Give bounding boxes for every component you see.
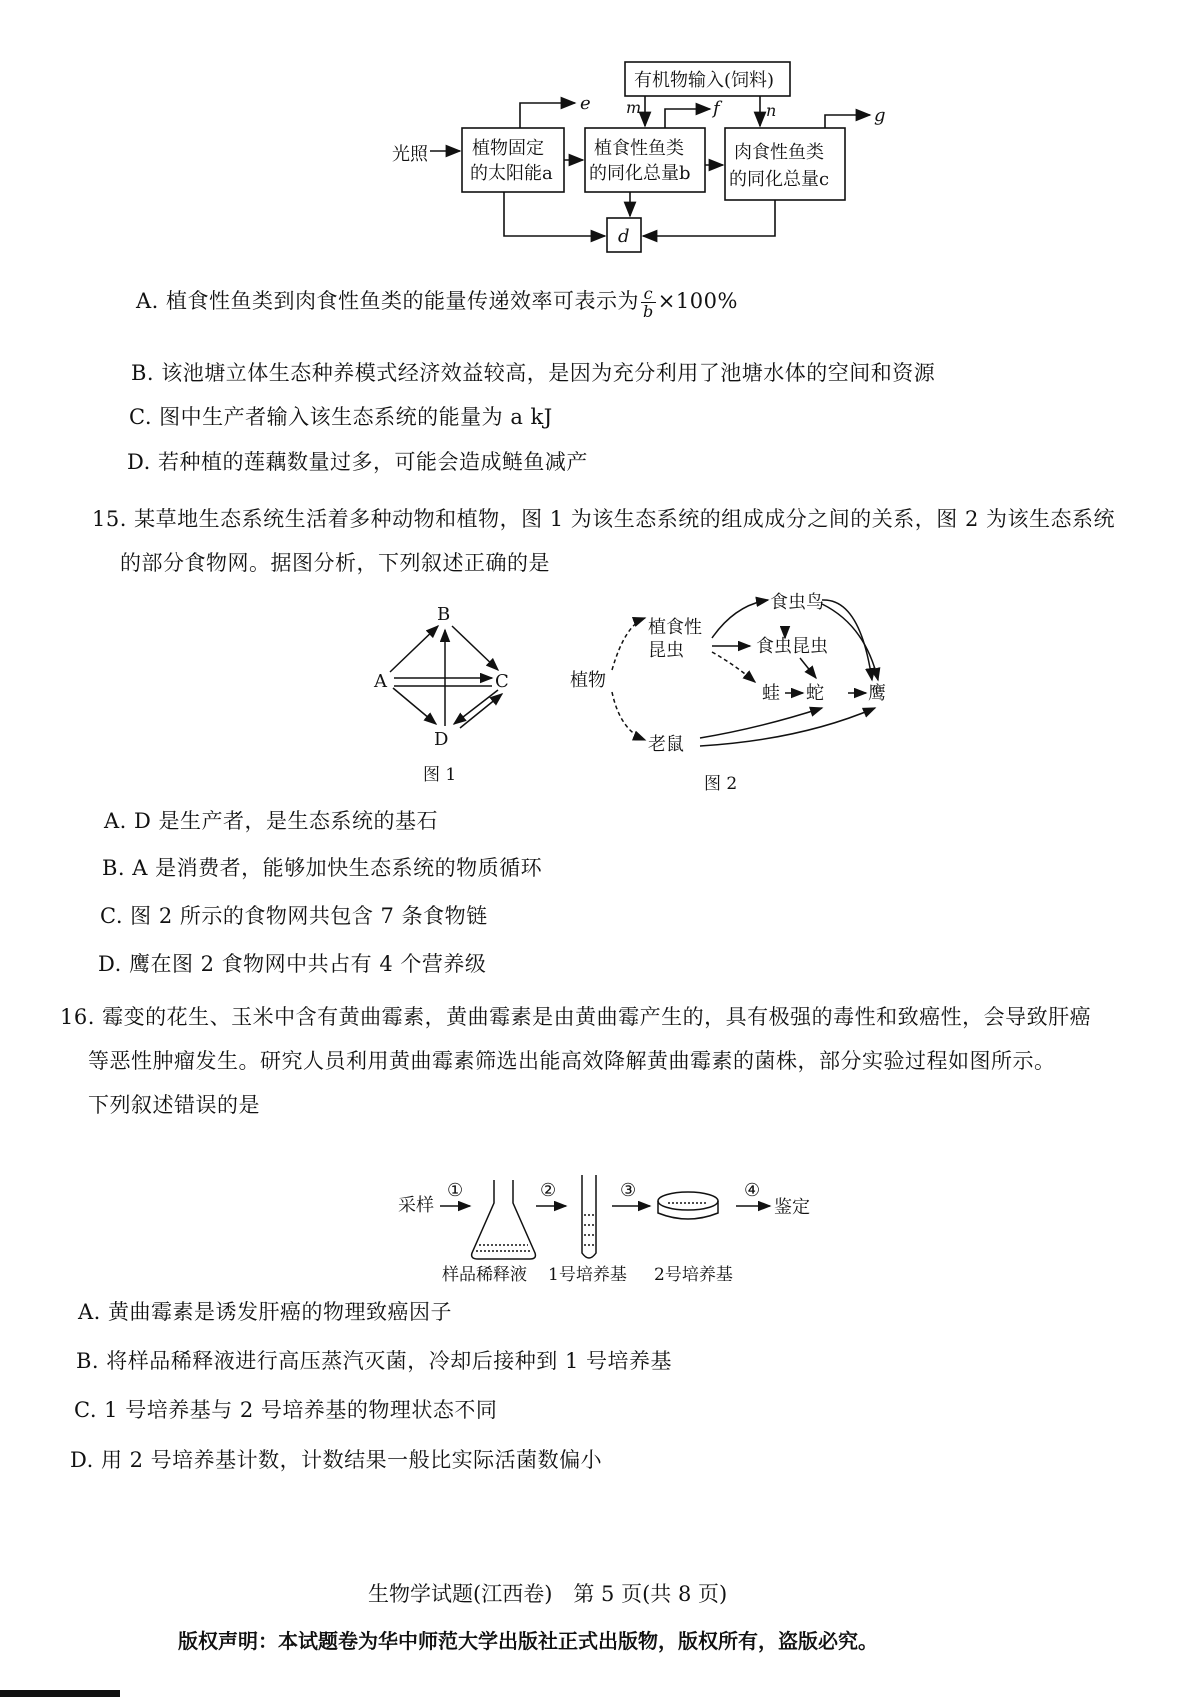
q16-stem: [60, 995, 1091, 1127]
q15-option-b: B. A 是消费者，能够加快生态系统的物质循环: [102, 856, 543, 880]
q16-option-a: A. 黄曲霉素是诱发肝癌的物理致癌因子: [78, 1300, 453, 1324]
fig2-herb-insect-line1: 植食性: [648, 617, 702, 638]
flow-identify: 鉴定: [774, 1197, 810, 1218]
fig2-frog: 蛙: [762, 683, 780, 704]
fig1-node-a: A: [374, 671, 387, 692]
plant-box-line1: 植物固定: [472, 138, 544, 159]
fraction-numerator: c: [641, 285, 656, 303]
q14-option-a: [136, 285, 738, 320]
flow-step-2: ②: [540, 1180, 557, 1201]
fig2-hawk: 鹰: [868, 683, 886, 704]
fig1-node-d: D: [434, 729, 449, 750]
fig2-plant: 植物: [570, 670, 606, 691]
efficiency-fraction: [641, 285, 656, 320]
q15-option-c: C. 图 2 所示的食物网共包含 7 条食物链: [100, 904, 488, 928]
fig2-insect-bird: 食虫鸟: [770, 592, 824, 613]
herb-box-line1: 植食性鱼类: [594, 138, 684, 159]
copyright-notice: 版权声明：本试题卷为华中师范大学出版社正式出版物，版权所有，盗版必究。: [178, 1629, 878, 1653]
test-tube-icon: [582, 1175, 596, 1258]
q15-stem: [92, 497, 1115, 585]
flow-label-dish: 2号培养基: [654, 1265, 733, 1285]
m-label: m: [626, 98, 642, 117]
q15-stem-line2: 的部分食物网。据图分析，下列叙述正确的是: [120, 551, 550, 575]
q16-option-c: C. 1 号培养基与 2 号培养基的物理状态不同: [74, 1398, 498, 1422]
q16-option-b: B. 将样品稀释液进行高压蒸汽灭菌，冷却后接种到 1 号培养基: [76, 1349, 672, 1373]
energy-flow-diagram: [0, 0, 1200, 270]
d-box-label: d: [618, 226, 630, 247]
q15-stem-line1: 15. 某草地生态系统生活着多种动物和植物，图 1 为该生态系统的组成成分之间的关系，图 2 为该生态系统: [92, 507, 1115, 531]
n-label: n: [766, 101, 777, 120]
flask-icon: [472, 1180, 536, 1259]
fig2-caption: 图 2: [704, 774, 738, 794]
q15-option-a: A. D 是生产者，是生态系统的基石: [104, 809, 439, 833]
petri-dish-icon: [658, 1192, 718, 1219]
flow-step-4: ④: [744, 1180, 761, 1201]
carn-box-line1: 肉食性鱼类: [734, 142, 824, 163]
fig1-node-b: B: [437, 604, 451, 625]
q16-stem-line2: 等恶性肿瘤发生。研究人员利用黄曲霉素筛选出能高效降解黄曲霉素的菌株，部分实验过程如图所示。: [88, 1049, 1056, 1073]
q14-option-b: B. 该池塘立体生态种养模式经济效益较高，是因为充分利用了池塘水体的空间和资源: [131, 361, 936, 385]
fig2-snake: 蛇: [806, 683, 824, 704]
flow-label-tube: 1号培养基: [548, 1265, 627, 1285]
q14-option-a-suffix: ×100%: [657, 289, 738, 313]
q16-flow-figure: [0, 1175, 1200, 1285]
q14-option-c: C. 图中生产者输入该生态系统的能量为 a kJ: [129, 405, 553, 429]
fig2-insect-eater: 食虫昆虫: [756, 636, 828, 657]
q14-option-d: D. 若种植的莲藕数量过多，可能会造成鲢鱼减产: [127, 450, 588, 474]
carn-box-line2: 的同化总量c: [729, 169, 830, 190]
q16-stem-line1: 16. 霉变的花生、玉米中含有黄曲霉素，黄曲霉素是由黄曲霉产生的，具有极强的毒性和致癌性，会导致肝癌: [60, 1005, 1092, 1029]
flow-label-flask: 样品稀释液: [442, 1265, 527, 1285]
fig2-mouse: 老鼠: [648, 734, 684, 755]
herb-box-line2: 的同化总量b: [589, 163, 691, 184]
q16-option-d: D. 用 2 号培养基计数，计数结果一般比实际活菌数偏小: [70, 1448, 603, 1472]
fig1-caption: 图 1: [423, 765, 457, 785]
q14-option-a-prefix: A. 植食性鱼类到肉食性鱼类的能量传递效率可表示为: [136, 289, 640, 313]
input-box-label: 有机物输入(饲料): [634, 70, 775, 91]
flow-step-3: ③: [620, 1180, 637, 1201]
q16-stem-line3: 下列叙述错误的是: [88, 1093, 260, 1117]
flow-sample: 采样: [398, 1195, 434, 1216]
plant-box-line2: 的太阳能a: [470, 163, 553, 184]
e-label: e: [580, 93, 591, 114]
figure-1: [390, 626, 502, 728]
fraction-denominator: b: [643, 302, 654, 321]
q15-option-d: D. 鹰在图 2 食物网中共占有 4 个营养级: [98, 952, 487, 976]
f-label: f: [713, 98, 720, 119]
fig2-herb-insect-line2: 昆虫: [648, 640, 684, 661]
q15-figures: [0, 590, 1200, 810]
page-info: 生物学试题(江西卷) 第 5 页(共 8 页): [368, 1582, 728, 1606]
g-label: g: [874, 105, 886, 126]
bottom-edge-mark: [0, 1690, 120, 1697]
fig1-node-c: C: [495, 671, 509, 692]
flow-step-1: ①: [447, 1180, 464, 1201]
light-label: 光照: [392, 144, 428, 165]
